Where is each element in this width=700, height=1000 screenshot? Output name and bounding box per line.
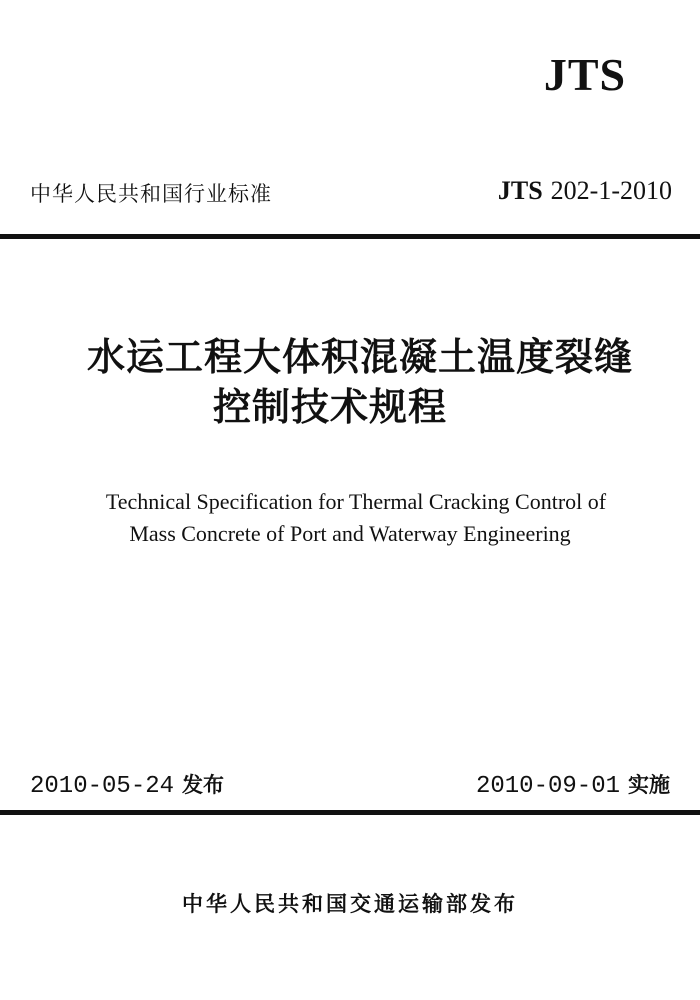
jts-logo: JTS: [543, 49, 627, 100]
implementation-date-label: 实施: [628, 773, 670, 797]
english-title: [0, 486, 700, 550]
chinese-title-line-2: 控制技术规程: [212, 384, 447, 429]
industry-standard-label: 中华人民共和国行业标准: [30, 182, 272, 206]
standard-code-number: 202-1-2010: [550, 176, 672, 205]
english-title-line-1: Technical Specification for Thermal Cracking Control of: [105, 489, 607, 514]
implementation-date: [476, 769, 670, 800]
publisher-label: 中华人民共和国交通运输部发布: [182, 892, 518, 916]
standard-code-prefix: JTS: [497, 176, 543, 205]
chinese-title-line-1: 水运工程大体积混凝土温度裂缝: [86, 334, 633, 379]
chinese-title: [0, 332, 700, 432]
issue-date-value: 2010-05-24: [30, 773, 175, 800]
implementation-date-value: 2010-09-01: [475, 773, 620, 800]
top-divider: [0, 234, 700, 239]
standard-code: [498, 176, 672, 206]
bottom-divider: [0, 810, 700, 815]
issue-date-label: 发布: [182, 773, 225, 797]
issue-date: [30, 769, 224, 800]
english-title-line-2: Mass Concrete of Port and Waterway Engineering: [129, 521, 571, 546]
